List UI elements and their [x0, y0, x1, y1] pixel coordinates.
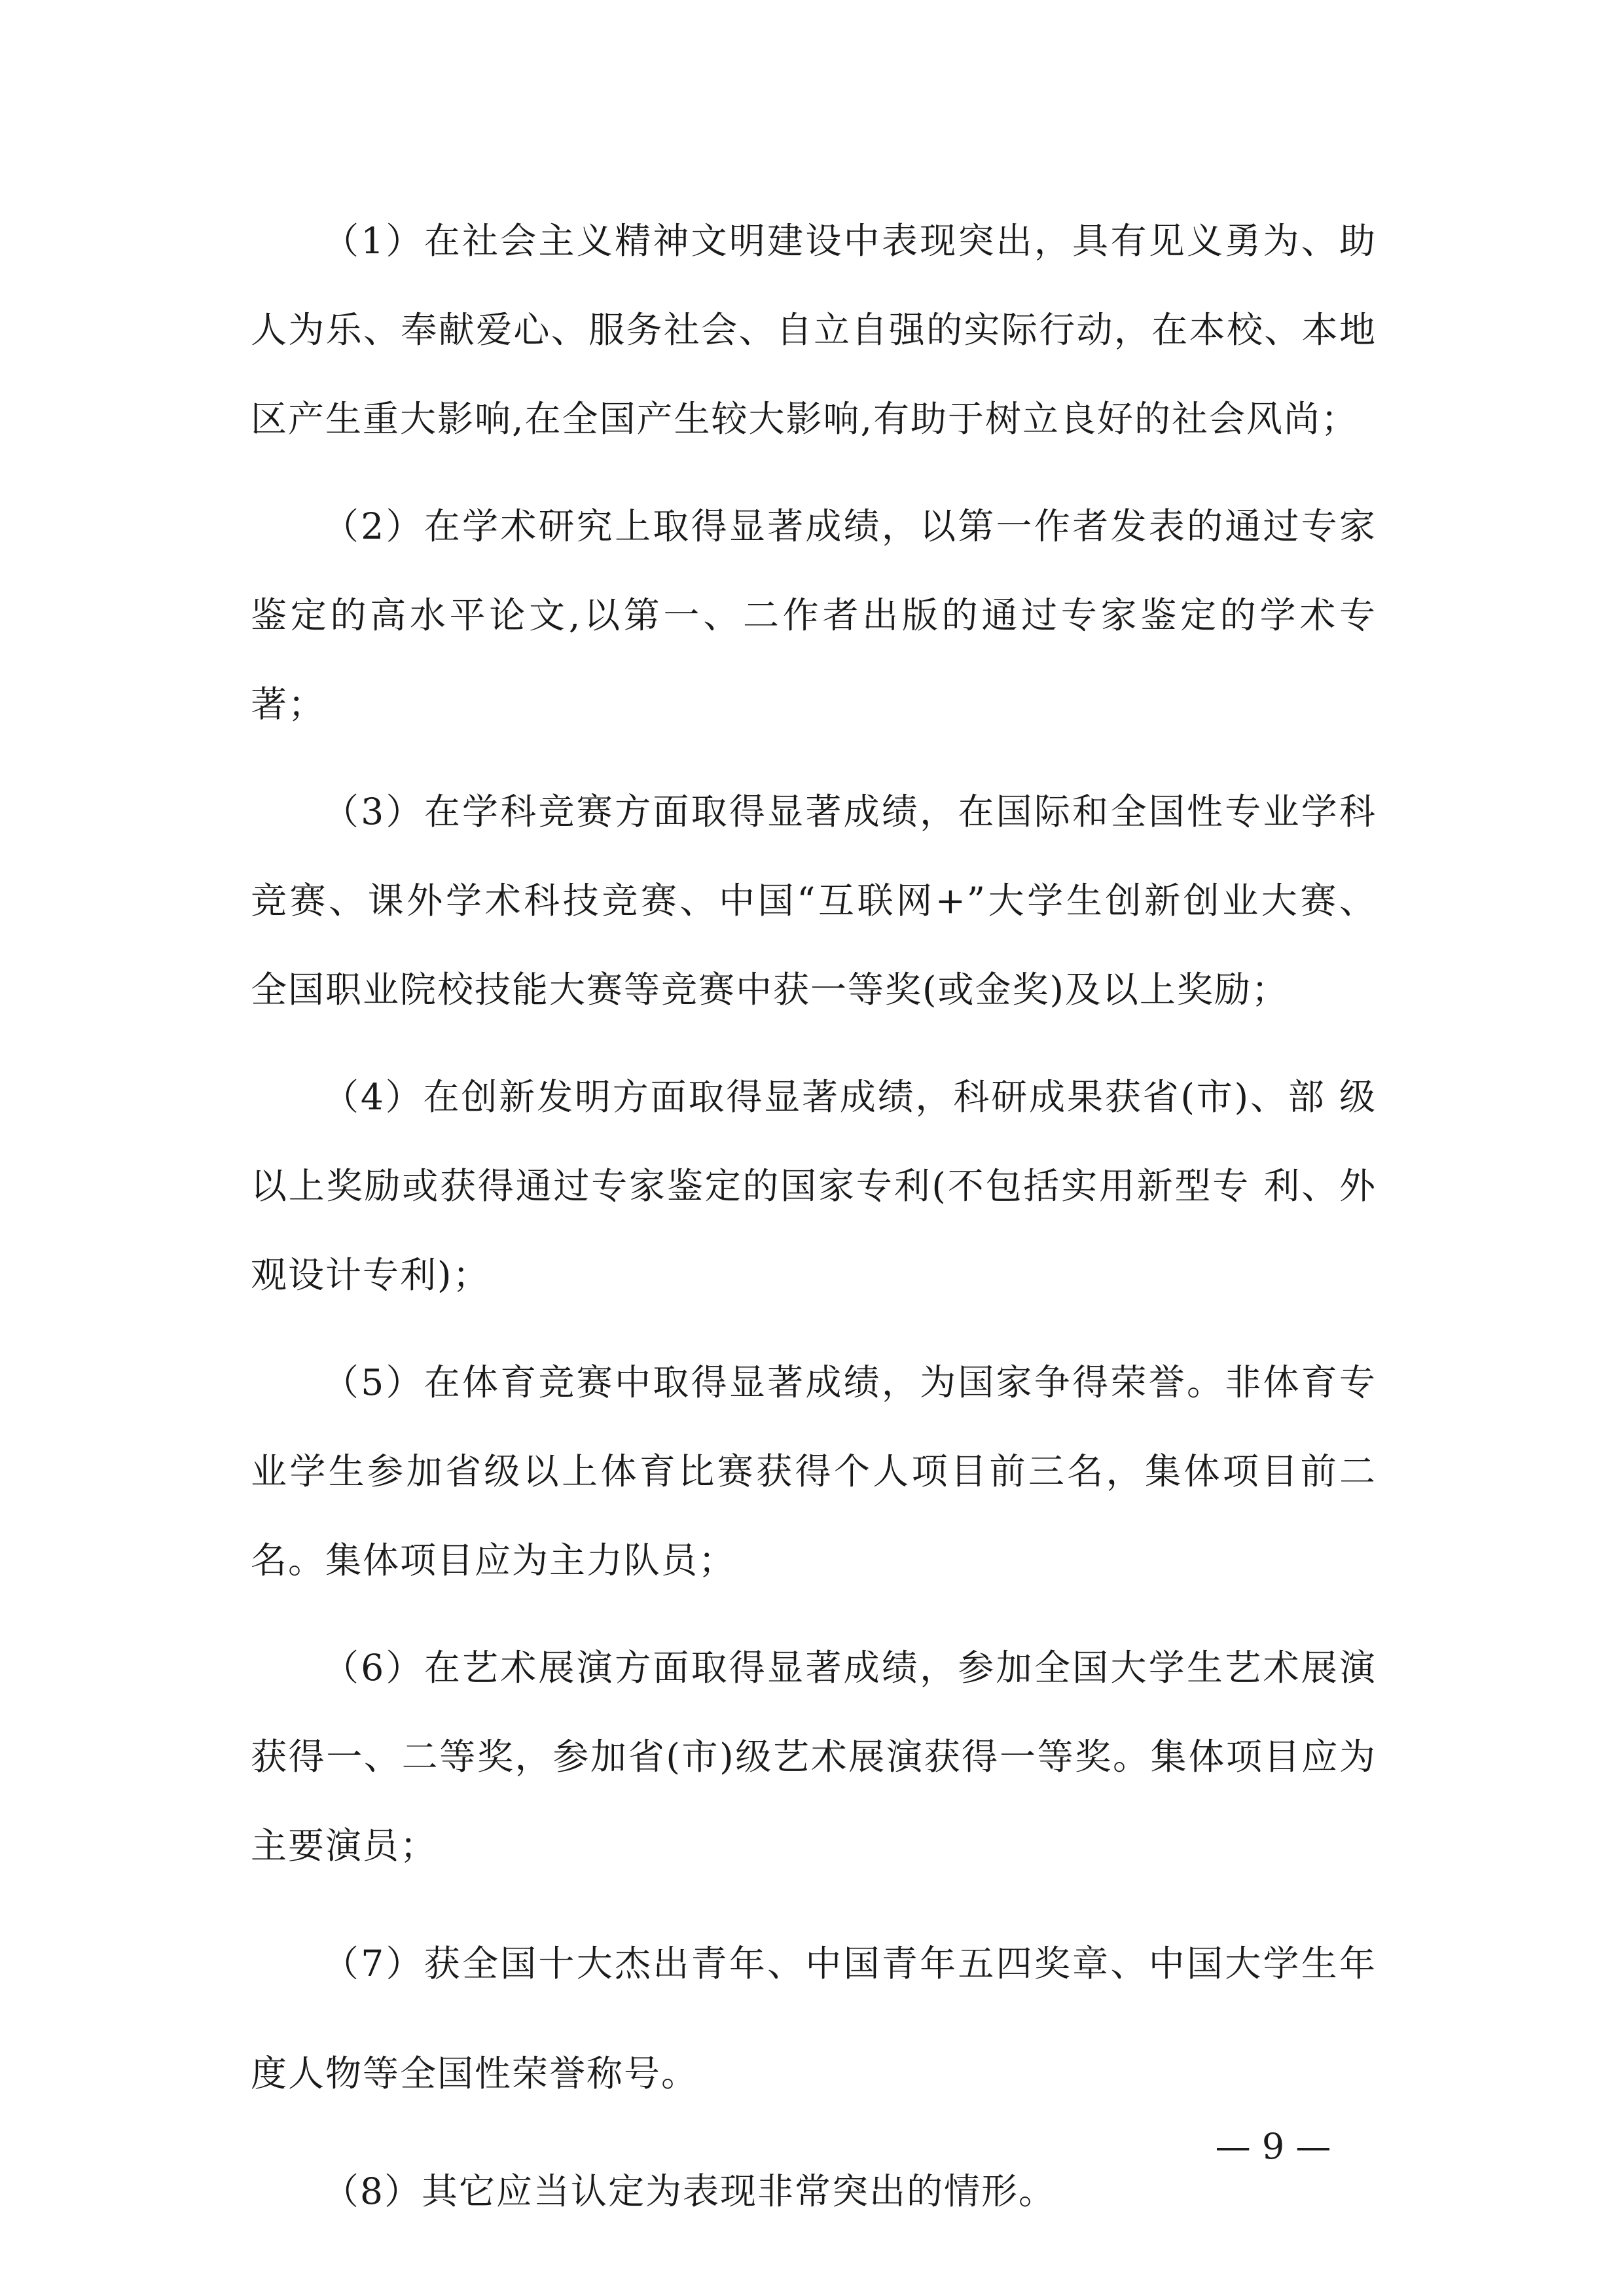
paragraph-item-7: （7）获全国十大杰出青年、中国青年五四奖章、中国大学生年度人物等全国性荣誉称号。 [251, 1943, 1377, 2094]
paragraph-item-6: （6）在艺术展演方面取得显著成绩，参加全国大学生艺术展演获得一、二等奖，参加省(市)级艺术展演获得一等奖。集体项目应为主要演员； [251, 1647, 1377, 1867]
paragraph-item-2: （2）在学术研究上取得显著成绩，以第一作者发表的通过专家鉴定的高水平论文,以第一、二作者出版的通过专家鉴定的学术专著； [251, 505, 1377, 725]
paragraph-item-4: （4）在创新发明方面取得显著成绩，科研成果获省(市)、部 级以上奖励或获得通过专家鉴定的国家专利(不包括实用新型专 利、外观设计专利)； [251, 1076, 1377, 1296]
paragraph-item-8: （8）其它应当认定为表现非常突出的情形。 [323, 2170, 1056, 2212]
page-number: — 9 — [1215, 2126, 1331, 2167]
document-body [251, 196, 1377, 2254]
paragraph-item-1: （1）在社会主义精神文明建设中表现突出，具有见义勇为、助人为乐、奉献爱心、服务社会、自立自强的实际行动，在本校、本地区产生重大影响,在全国产生较大影响,有助于树立良好的社会风尚； [251, 220, 1377, 440]
paragraph-item-5: （5）在体育竞赛中取得显著成绩，为国家争得荣誉。非体育专业学生参加省级以上体育比赛获得个人项目前三名，集体项目前二名。集体项目应为主力队员； [251, 1361, 1377, 1581]
paragraph-item-3: （3）在学科竞赛方面取得显著成绩，在国际和全国性专业学科竞赛、课外学术科技竞赛、中国“互联网+”大学生创新创业大赛、 全国职业院校技能大赛等竞赛中获一等奖(或金奖)及以上奖励； [251, 791, 1377, 1011]
